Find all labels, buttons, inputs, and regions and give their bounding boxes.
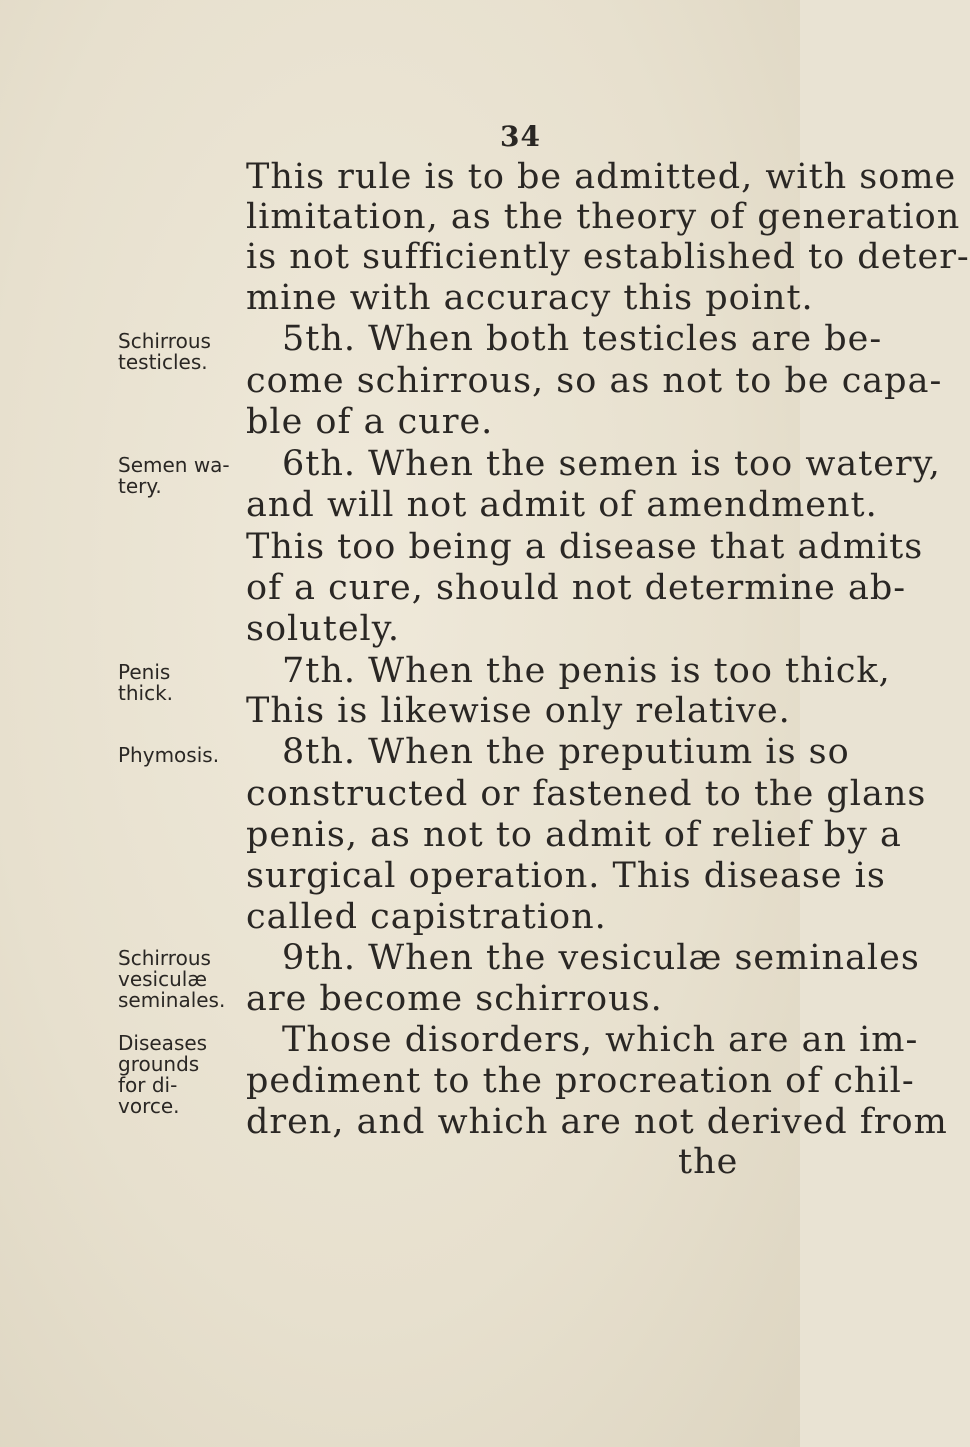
- margin-note-line: Schirrous: [118, 946, 211, 970]
- margin-note-line: grounds: [118, 1052, 200, 1076]
- margin-note-line: vorce.: [118, 1094, 180, 1118]
- margin-note: [118, 662, 173, 704]
- text-line: constructed or fastened to the glans: [246, 774, 927, 814]
- text-line: dren, and which are not derived from: [246, 1102, 948, 1142]
- margin-note-line: Penis: [118, 660, 171, 684]
- text-line: come schirrous, so as not to be capa-: [246, 361, 943, 401]
- margin-note: [118, 745, 219, 766]
- margin-note-line: Schirrous: [118, 329, 211, 353]
- text-line: 8th. When the preputium is so: [282, 732, 850, 772]
- margin-note-line: thick.: [118, 681, 174, 705]
- margin-note: [118, 1033, 207, 1117]
- text-line: are become schirrous.: [246, 979, 663, 1019]
- margin-note-line: vesiculæ: [118, 967, 207, 991]
- margin-note-line: testicles.: [118, 350, 208, 374]
- text-line: This rule is to be admitted, with some: [246, 157, 957, 197]
- page-number: 34: [500, 120, 541, 153]
- text-line: pediment to the procreation of chil-: [246, 1061, 915, 1101]
- margin-note: [118, 331, 211, 373]
- text-line: mine with accuracy this point.: [246, 278, 814, 318]
- text-line: solutely.: [246, 609, 400, 649]
- margin-note-line: seminales.: [118, 988, 226, 1012]
- margin-note-line: Phymosis.: [118, 743, 220, 767]
- text-line: limitation, as the theory of generation: [246, 197, 961, 237]
- margin-note-line: tery.: [118, 474, 162, 498]
- text-line: 5th. When both testicles are be-: [282, 319, 883, 359]
- text-line: penis, as not to admit of relief by a: [246, 815, 902, 855]
- margin-note: [118, 948, 225, 1011]
- margin-note-line: Diseases: [118, 1031, 208, 1055]
- text-line: of a cure, should not determine ab-: [246, 568, 907, 608]
- text-line: Those disorders, which are an im-: [282, 1020, 919, 1060]
- text-line: is not sufficiently established to deter-: [246, 237, 970, 277]
- text-line: 7th. When the penis is too thick,: [282, 651, 891, 691]
- text-line: This is likewise only relative.: [246, 691, 791, 731]
- text-line: and will not admit of amendment.: [246, 485, 878, 525]
- margin-note: [118, 455, 230, 497]
- text-line: called capistration.: [246, 897, 607, 937]
- margin-note-line: for di-: [118, 1073, 178, 1097]
- text-line: 6th. When the semen is too watery,: [282, 444, 941, 484]
- text-line: surgical operation. This disease is: [246, 856, 886, 896]
- margin-note-line: Semen wa-: [118, 453, 230, 477]
- text-line: This too being a disease that admits: [246, 527, 924, 567]
- text-line: the: [678, 1142, 739, 1182]
- text-line: 9th. When the vesiculæ seminales: [282, 938, 920, 978]
- text-line: ble of a cure.: [246, 402, 494, 442]
